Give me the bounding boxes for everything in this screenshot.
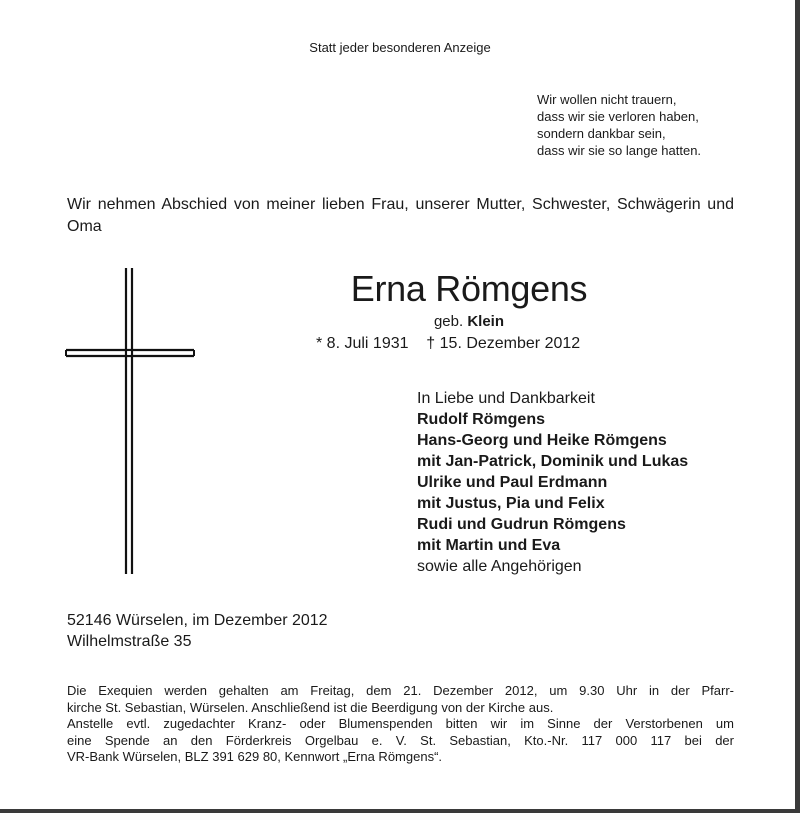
family-member: mit Justus, Pia und Felix bbox=[417, 495, 605, 512]
footer-line: VR-Bank Würselen, BLZ 391 629 80, Kennwort „Erna Römgens“. bbox=[67, 749, 443, 764]
family-closing: sowie alle Angehörigen bbox=[417, 558, 582, 575]
born-prefix: geb. bbox=[433, 313, 464, 330]
life-dates bbox=[316, 335, 580, 353]
deceased-name: Erna Römgens bbox=[350, 268, 588, 309]
right-border bbox=[795, 0, 800, 813]
death-date: † 15. Dezember 2012 bbox=[426, 335, 581, 352]
funeral-details bbox=[67, 683, 734, 766]
poem-line: dass wir sie verloren haben, bbox=[537, 109, 699, 124]
maiden-name bbox=[0, 313, 800, 330]
family-list bbox=[417, 388, 688, 577]
family-intro: In Liebe und Dankbarkeit bbox=[417, 390, 595, 407]
family-member: mit Jan-Patrick, Dominik und Lukas bbox=[417, 453, 689, 470]
footer-line: Anstelle evtl. zugedachter Kranz- oder Blumenspenden bitten wir im Sinne der Verstorbenen um bbox=[67, 716, 734, 731]
street: Wilhelmstraße 35 bbox=[67, 633, 192, 650]
poem bbox=[537, 91, 701, 159]
footer-line: kirche St. Sebastian, Würselen. Anschließend ist die Beerdigung von der Kirche aus. bbox=[67, 699, 554, 715]
family-member: mit Martin und Eva bbox=[417, 537, 561, 554]
poem-line: sondern dankbar sein, bbox=[537, 126, 666, 141]
address bbox=[67, 610, 328, 652]
birth-date: * 8. Juli 1931 bbox=[316, 335, 409, 352]
city-date: 52146 Würselen, im Dezember 2012 bbox=[67, 612, 328, 629]
notice-header: Statt jeder besonderen Anzeige bbox=[309, 40, 491, 55]
farewell-intro: Wir nehmen Abschied von meiner lieben Frau, unserer Mutter, Schwester, Schwägerin und Oma bbox=[67, 196, 734, 235]
poem-line: dass wir sie so lange hatten. bbox=[537, 143, 702, 158]
family-member: Ulrike und Paul Erdmann bbox=[417, 474, 608, 491]
family-member: Rudolf Römgens bbox=[417, 411, 545, 428]
family-member: Rudi und Gudrun Römgens bbox=[417, 516, 626, 533]
bottom-border bbox=[0, 809, 800, 813]
family-member: Hans-Georg und Heike Römgens bbox=[417, 432, 667, 449]
footer-line: eine Spende an den Förderkreis Orgelbau e. V. St. Sebastian, Kto.-Nr. 117 000 117 bei der bbox=[67, 732, 734, 748]
poem-line: Wir wollen nicht trauern, bbox=[537, 92, 677, 107]
maiden-name-value: Klein bbox=[467, 313, 505, 330]
footer-line: Die Exequien werden gehalten am Freitag, dem 21. Dezember 2012, um 9.30 Uhr in der Pfarr- bbox=[67, 683, 734, 698]
